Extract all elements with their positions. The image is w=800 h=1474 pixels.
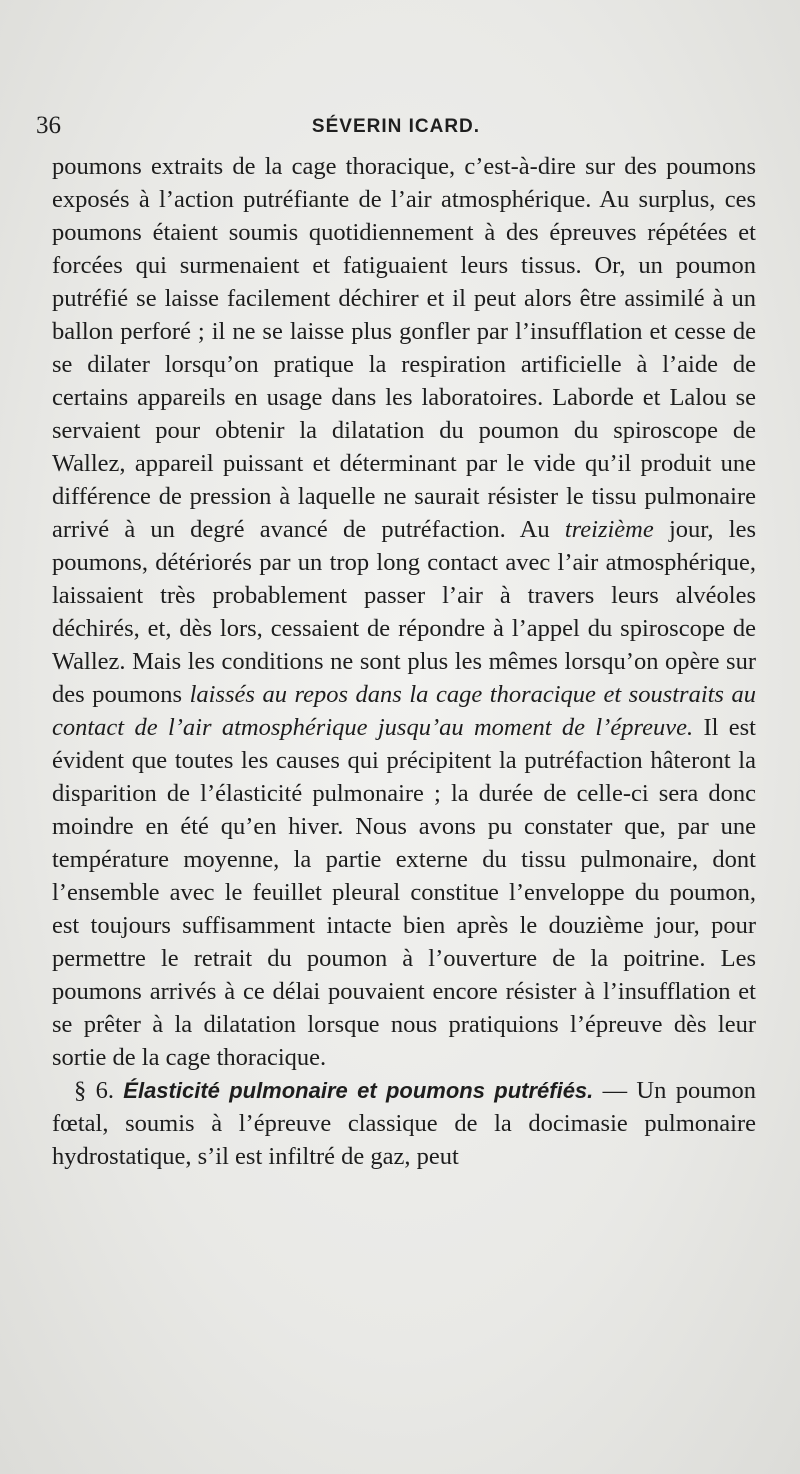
- paragraph-1-italic-1: treizième: [564, 516, 654, 543]
- section-text: Un poumon fœtal, soumis à l’épreuve classique de la docimasie pulmonaire hydrostatique, s’il est infiltré de gaz, peut: [52, 1077, 757, 1170]
- page-number: 36: [36, 112, 61, 139]
- page-header: [36, 112, 756, 146]
- paragraph-1: [52, 150, 756, 1074]
- paragraph-1-text-3: Il est évident que toutes les causes qui précipitent la putréfaction hâteront la disparition de l’élasticité pulmonaire ; la durée de celle-ci sera donc moindre en été qu’en hiver. Nous avons pu constater que, par une température moyenne, la partie externe du tissu pulmonaire, dont l’ensemble avec le feuillet pleural constitue l’enveloppe du poumon, est toujours suffisamment intacte bien après le douzième jour, pour permettre le retrait du poumon à l’ouverture de la poitrine. Les poumons arrivés à ce délai pouvaient encore résister à l’insufflation et se prêter à la dilatation lorsque nous pratiquions l’épreuve dès leur sortie de la cage thoracique.: [52, 714, 756, 1071]
- page-body: [52, 150, 756, 1173]
- paragraph-1-italic-2: laissés au repos dans la cage thoracique et soustraits au contact de l’air atmosphérique jusqu’au moment de l’épreuve.: [52, 681, 756, 741]
- section-dash: —: [593, 1077, 628, 1104]
- section-paragraph: [52, 1074, 756, 1173]
- running-head: SÉVERIN ICARD.: [311, 116, 481, 137]
- section-marker: § 6.: [74, 1077, 114, 1104]
- paragraph-1-text-2: jour, les poumons, détériorés par un trop long contact avec l’air atmosphérique, laissaient très probablement passer l’air à travers leurs alvéoles déchirés, et, dès lors, cessaient de répondre à l’appel du spiroscope de Wallez. Mais les conditions ne sont plus les mêmes lorsqu’on opère sur des poumons: [52, 516, 756, 708]
- paragraph-1-text-1: poumons extraits de la cage thoracique, c’est-à-dire sur des poumons exposés à l’action putréfiante de l’air atmosphérique. Au surplus, ces poumons étaient soumis quotidiennement à des épreuves répétées et forcées qui surmenaient et fatiguaient leurs tissus. Or, un poumon putréfié se laisse facilement déchirer et il peut alors être assimilé à un ballon perforé ; il ne se laisse plus gonfler par l’insufflation et cesse de se dilater lorsqu’on pratique la respiration artificielle à l’aide de certains appareils en usage dans les laboratoires. Laborde et Lalou se servaient pour obtenir la dilatation du poumon du spiroscope de Wallez, appareil puissant et déterminant par le vide qu’il produit une différence de pression à laquelle ne saurait résister le tissu pulmonaire arrivé à un degré avancé de putréfaction. Au: [52, 153, 756, 543]
- section-title: Élasticité pulmonaire et poumons putréfiés.: [123, 1078, 594, 1103]
